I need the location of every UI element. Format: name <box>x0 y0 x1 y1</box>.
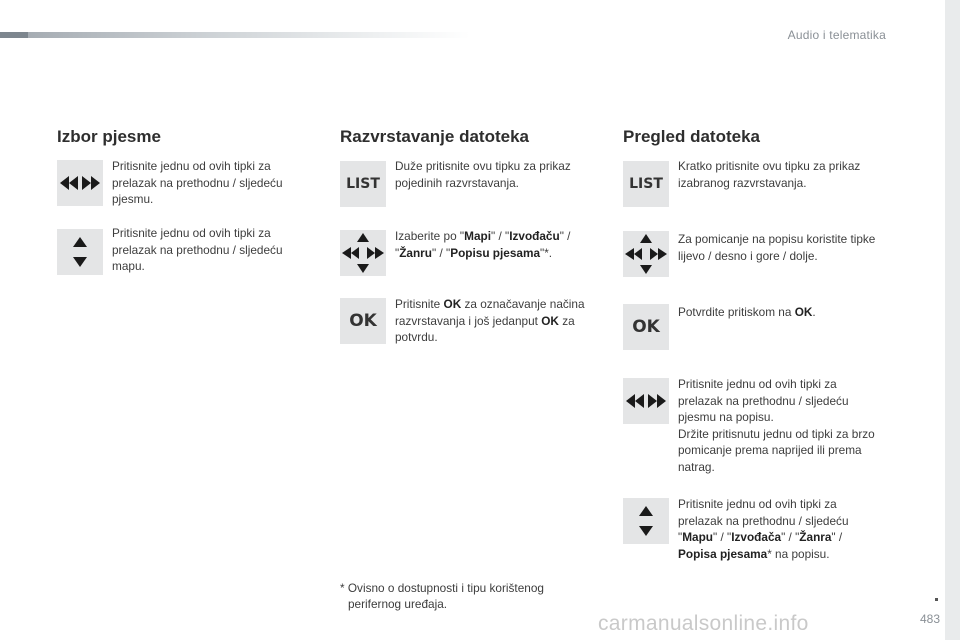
four-way-arrows-icon <box>623 231 669 277</box>
entry-text: Duže pritisnite ovu tipku za prikaz pojedinih razvrstavanja. <box>395 159 571 190</box>
section-title: Audio i telematika <box>787 28 886 42</box>
four-way-arrows-icon <box>340 230 386 276</box>
column-title: Pregled datoteka <box>623 127 760 146</box>
column-file-sorting <box>340 0 620 640</box>
entry-text: Za pomicanje na popisu koristite tipke lijevo / desno i gore / dolje. <box>678 232 876 263</box>
column-title: Izbor pjesme <box>57 127 161 146</box>
column-song-selection <box>57 0 337 640</box>
seek-buttons-icon <box>57 160 103 206</box>
header-decoration-accent <box>0 32 28 38</box>
footnote-line: * Ovisno o dostupnosti i tipu korištenog <box>340 581 544 595</box>
entry-text: Pritisnite jednu od ovih tipki za prelazak na prethodnu / sljedeću pjesmu. <box>112 159 283 207</box>
page-number: 483 <box>919 612 940 626</box>
entry-text: Izaberite po "Mapi" / "Izvođaču" / "Žanru" / "Popisu pjesama"*. <box>395 229 571 260</box>
entry-text: Pritisnite OK za označavanje načina razvrstavanja i još jedanput OK za potvrdu. <box>395 297 585 345</box>
footnote-line: perifernog uređaja. <box>348 597 448 612</box>
footnote <box>340 580 580 613</box>
entry-text: Pritisnite jednu od ovih tipki za prelazak na prethodnu / sljedeću mapu. <box>112 226 283 274</box>
entry-text: Pritisnite jednu od ovih tipki za prelazak na prethodnu / sljedeću "Mapu" / "Izvođača" / "Žanra" / Popisa pjesama* na popisu. <box>678 497 849 561</box>
up-down-arrows-icon <box>57 229 103 275</box>
list-key: LIST <box>623 161 669 207</box>
column-file-browsing <box>623 0 903 640</box>
page-edge-strip <box>945 0 960 640</box>
entry-text: Pritisnite jednu od ovih tipki za prelazak na prethodnu / sljedeću pjesmu na popisu. Držite pritisnutu jednu od tipki za brzo pomicanje prema naprijed ili prema natrag. <box>678 377 875 474</box>
ok-key: OK <box>340 298 386 344</box>
ok-key: OK <box>623 304 669 350</box>
entry-text: Potvrdite pritiskom na OK. <box>678 305 816 319</box>
column-title: Razvrstavanje datoteka <box>340 127 529 146</box>
list-key: LIST <box>340 161 386 207</box>
up-down-arrows-icon <box>623 498 669 544</box>
seek-buttons-icon <box>623 378 669 424</box>
page-marker <box>935 598 938 601</box>
entry-text: Kratko pritisnite ovu tipku za prikaz izabranog razvrstavanja. <box>678 159 861 190</box>
watermark: carmanualsonline.info <box>598 612 809 635</box>
